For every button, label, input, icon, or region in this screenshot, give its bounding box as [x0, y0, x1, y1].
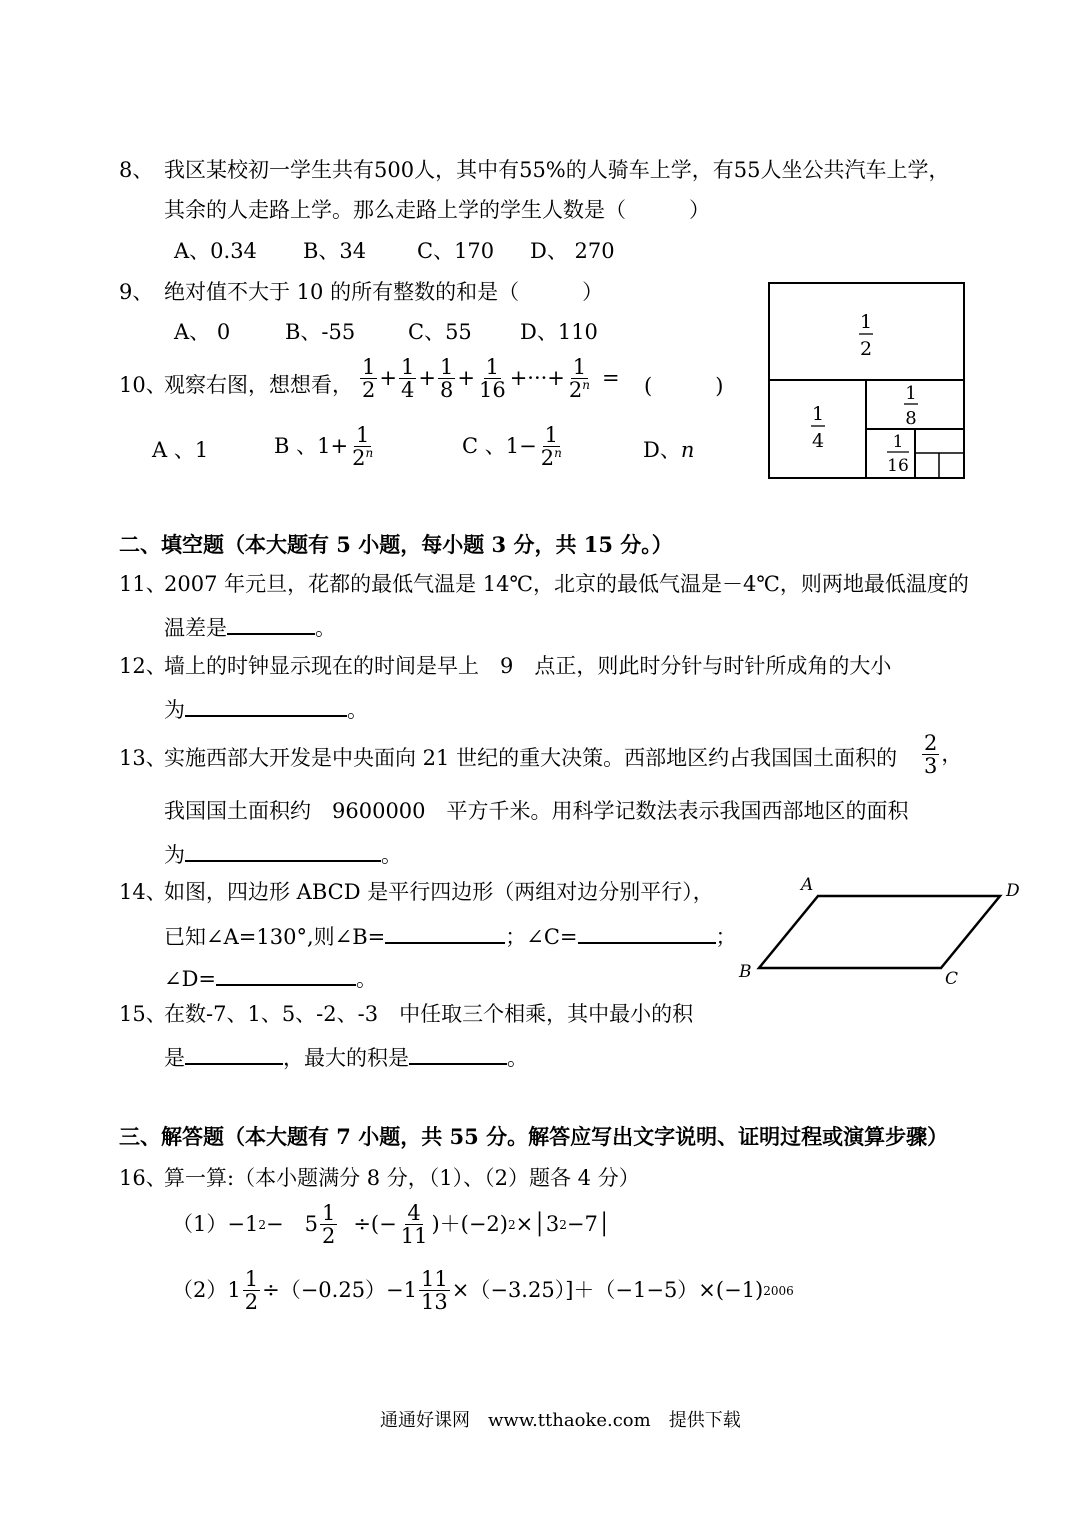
q8-text-line1: 我区某校初一学生共有500人，其中有55%的人骑车上学，有55人坐公共汽车上学，: [164, 158, 950, 182]
q10-option-b: B 、1+ $\frac{1}{2^n}$: [274, 423, 374, 471]
q8-number: 8、: [119, 158, 154, 182]
q10-option-d: D、n: [643, 438, 695, 462]
figure-label-1d: 1: [892, 432, 904, 452]
q16-number: 16、: [119, 1166, 167, 1190]
q11-number: 11、: [119, 572, 167, 596]
q14-angle-c-blank[interactable]: [578, 924, 716, 944]
q15-max-product-blank[interactable]: [409, 1045, 507, 1065]
q11-answer-blank[interactable]: [227, 615, 315, 635]
figure-label-4: 4: [811, 430, 825, 452]
q13-text-line3: 为 。: [164, 843, 402, 867]
figure-label-1: 1: [859, 311, 873, 333]
q10-fraction-square-figure: [768, 282, 966, 480]
q13-number: 13、: [119, 746, 167, 770]
vertex-label-a: A: [801, 875, 814, 895]
q12-answer-blank[interactable]: [185, 697, 347, 717]
fraction-one-over-2n: $\frac{1}{2^n}$: [540, 423, 562, 471]
q8-option-c: C、170: [417, 239, 495, 263]
fraction-half: $\frac{1}{2}$: [362, 355, 376, 403]
q12-text-line1: 墙上的时钟显示现在的时间是早上 9 点正，则此时分针与时针所成角的大小: [164, 654, 892, 678]
fraction-quarter: $\frac{1}{4}$: [400, 355, 415, 403]
q9-option-d: D、110: [520, 320, 598, 344]
q14-text-line3: ∠D= 。: [164, 967, 378, 991]
q12-number: 12、: [119, 654, 167, 678]
vertex-label-c: C: [945, 969, 959, 989]
q14-text-line1: 如图，四边形 ABCD 是平行四边形（两组对边分别平行），: [164, 880, 714, 904]
q13-text-line2: 我国国土面积约 9600000 平方千米。用科学记数法表示我国西部地区的面积: [164, 799, 909, 823]
q16-part1-expression: （1）−1 2 − 5 $\frac{1}{2}$ ÷(− $\frac{4}{11}$ )＋(−2) 2 ×│3 2 −7│: [172, 1201, 611, 1249]
q9-option-c: C、55: [408, 320, 472, 344]
fraction-eighth: $\frac{1}{8}$: [439, 355, 454, 403]
fraction-one-over-2n: $\frac{1}{2^n}$: [568, 355, 591, 403]
section-2-heading: 二、填空题（本大题有 5 小题，每小题 3 分，共 15 分。）: [119, 532, 673, 557]
q14-angle-b-blank[interactable]: [385, 924, 505, 944]
q10-series-expression: $\frac{1}{2}$ + $\frac{1}{4}$ + $\frac{1}{8}$ + $\frac{1}{16}$ +···+ $\frac{1}{2^n}$ =: [362, 355, 620, 403]
q15-text-line1: 在数-7、1、5、-2、-3 中任取三个相乘，其中最小的积: [164, 1002, 694, 1026]
q11-text-line2: 温差是 。: [164, 616, 336, 640]
section-3-heading: 三、解答题（本大题有 7 小题，共 55 分。解答应写出文字说明、证明过程或演算步骤）: [119, 1124, 949, 1149]
q9-option-b: B、-55: [285, 320, 356, 344]
q8-option-b: B、34: [303, 239, 367, 263]
q14-parallelogram-figure: [735, 870, 1035, 990]
q8-text-line2: 其余的人走路上学。那么走路上学的学生人数是（ ）: [164, 198, 710, 222]
q14-angle-d-blank[interactable]: [216, 966, 356, 986]
q13-text-line1: 实施西部大开发是中央面向 21 世纪的重大决策。西部地区约占我国国土面积的: [164, 746, 898, 770]
q10-answer-paren: ( ): [644, 374, 724, 398]
q10-option-c: C 、1− $\frac{1}{2^n}$: [462, 423, 562, 471]
q14-text-line2: 已知∠A=130°,则∠B= ；∠C= ；: [164, 925, 737, 949]
q11-text-line1: 2007 年元旦，花都的最低气温是 14℃，北京的最低气温是－4℃，则两地最低温度的: [164, 572, 969, 596]
q9-text: 绝对值不大于 10 的所有整数的和是（ ）: [164, 280, 604, 304]
q8-option-d: D、 270: [530, 239, 615, 263]
q15-min-product-blank[interactable]: [185, 1045, 283, 1065]
figure-label-16: 16: [887, 456, 909, 476]
q14-number: 14、: [119, 880, 167, 904]
vertex-label-b: B: [739, 962, 752, 982]
q9-option-a: A、 0: [174, 320, 231, 344]
figure-label-8: 8: [905, 408, 917, 429]
q16-text: 算一算:（本小题满分 8 分，（1）、（2）题各 4 分）: [164, 1166, 640, 1190]
q9-number: 9、: [119, 280, 154, 304]
q13-fraction: $\frac{2}{3}$ ，: [924, 731, 963, 779]
q10-number: 10、: [119, 373, 167, 397]
q12-text-line2: 为 。: [164, 698, 368, 722]
figure-label-2: 2: [859, 338, 873, 360]
q10-text: 观察右图，想想看，: [164, 373, 353, 397]
q13-answer-blank[interactable]: [185, 842, 381, 862]
page-footer: 通通好课网 www.tthaoke.com 提供下载: [380, 1410, 741, 1431]
figure-label-1b: 1: [811, 403, 825, 425]
q15-number: 15、: [119, 1002, 167, 1026]
q8-option-a: A、0.34: [174, 239, 257, 263]
fraction-sixteenth: $\frac{1}{16}$: [478, 355, 506, 403]
q10-option-a: A 、1: [152, 438, 209, 462]
q16-part2-expression: （2）1 $\frac{1}{2}$ ÷（−0.25）−1 $\frac{11}{13}$ ×（−3.25）]＋（−1−5）×(−1) 2006: [172, 1267, 794, 1315]
fraction-one-over-2n: $\frac{1}{2^n}$: [352, 423, 374, 471]
q15-text-line2: 是 ，最大的积是 。: [164, 1046, 528, 1070]
figure-label-1c: 1: [905, 383, 917, 404]
vertex-label-d: D: [1006, 881, 1020, 901]
